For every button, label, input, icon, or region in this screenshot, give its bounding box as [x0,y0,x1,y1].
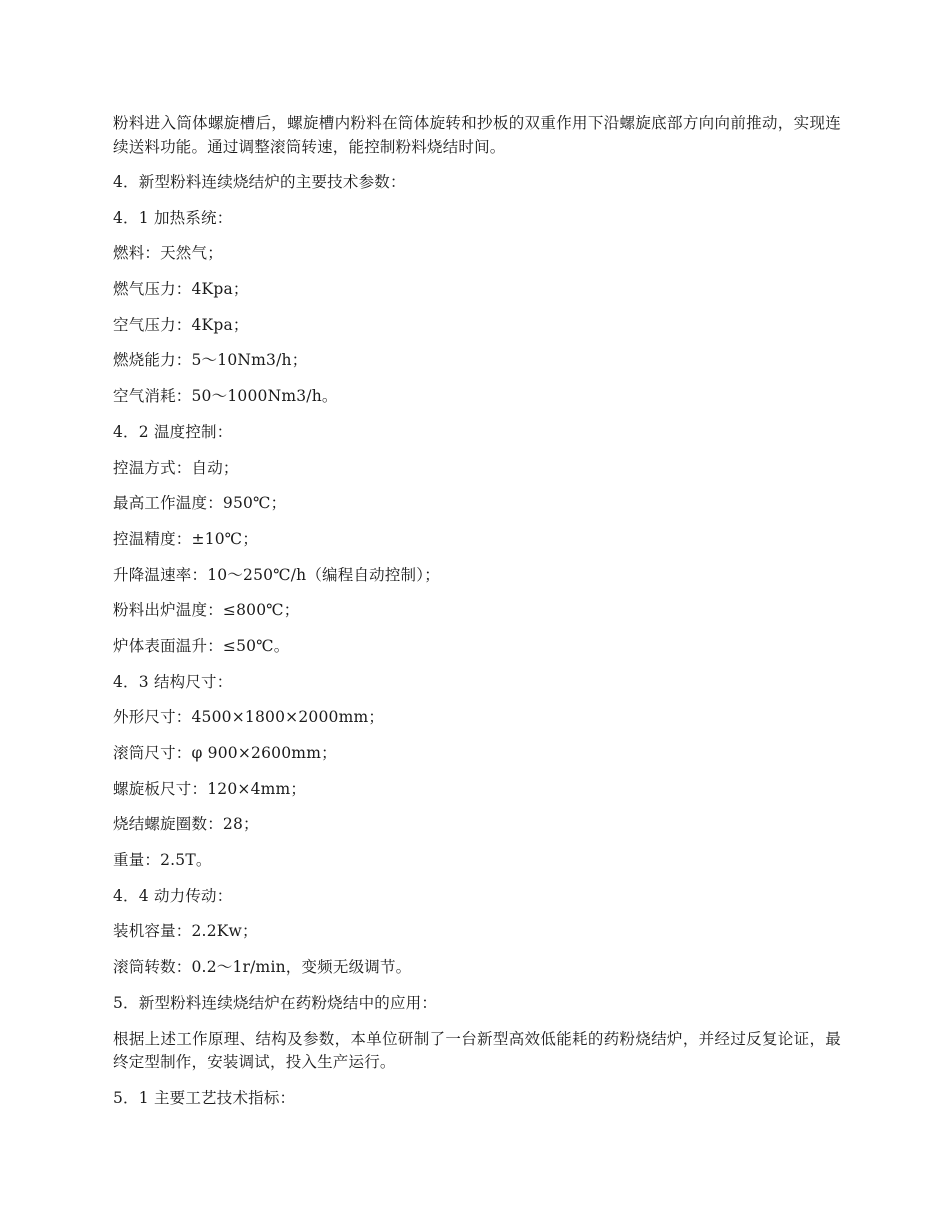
intro-paragraph: 粉料进入筒体螺旋槽后，螺旋槽内粉料在筒体旋转和抄板的双重作用下沿螺旋底部方向向前推动，实现连续送料功能。通过调整滚筒转速，能控制粉料烧结时间。 [113,114,841,156]
section-4-3-heading: 4．3 结构尺寸： [113,672,233,691]
fuel-spec: 燃料：天然气； [113,244,223,263]
section-5-heading: 5．新型粉料连续烧结炉在药粉烧结中的应用： [113,993,438,1012]
gas-pressure-spec: 燃气压力：4Kpa； [113,280,249,299]
weight-spec: 重量：2.5T。 [113,851,212,870]
section-4-2-heading: 4．2 温度控制： [113,422,233,441]
powder-exit-temp-spec: 粉料出炉温度：≤800℃； [113,601,300,620]
max-working-temp-spec: 最高工作温度：950℃； [113,494,287,513]
section-5-1-heading: 5．1 主要工艺技术指标： [113,1088,296,1107]
combustion-capacity-spec: 燃烧能力：5～10Nm3/h； [113,351,308,370]
heating-cooling-rate-spec: 升降温速率：10～250℃/h（编程自动控制）； [113,565,440,584]
section-4-1-heading: 4．1 加热系统： [113,208,233,227]
spiral-turns-spec: 烧结螺旋圈数：28； [113,815,259,834]
installed-capacity-spec: 装机容量：2.2Kw； [113,922,258,941]
temp-control-mode-spec: 控温方式：自动； [113,458,239,477]
air-consumption-spec: 空气消耗：50～1000Nm3/h。 [113,387,338,406]
drum-speed-spec: 滚筒转数：0.2～1r/min，变频无级调节。 [113,958,412,977]
section-4-4-heading: 4．4 动力传动： [113,886,233,905]
overall-dimensions-spec: 外形尺寸：4500×1800×2000mm； [113,708,385,727]
section-5-paragraph: 根据上述工作原理、结构及参数，本单位研制了一台新型高效低能耗的药粉烧结炉，并经过反复论证，最终定型制作，安装调试，投入生产运行。 [113,1029,841,1071]
section-4-heading: 4．新型粉料连续烧结炉的主要技术参数： [113,173,406,191]
document-page [113,112,841,1122]
spiral-plate-dimensions-spec: 螺旋板尺寸：120×4mm； [113,779,307,798]
temp-control-accuracy-spec: 控温精度：±10℃； [113,529,259,548]
surface-temp-rise-spec: 炉体表面温升：≤50℃。 [113,636,290,655]
air-pressure-spec: 空气压力：4Kpa； [113,315,249,334]
drum-dimensions-spec: 滚筒尺寸：φ 900×2600mm； [113,744,337,762]
